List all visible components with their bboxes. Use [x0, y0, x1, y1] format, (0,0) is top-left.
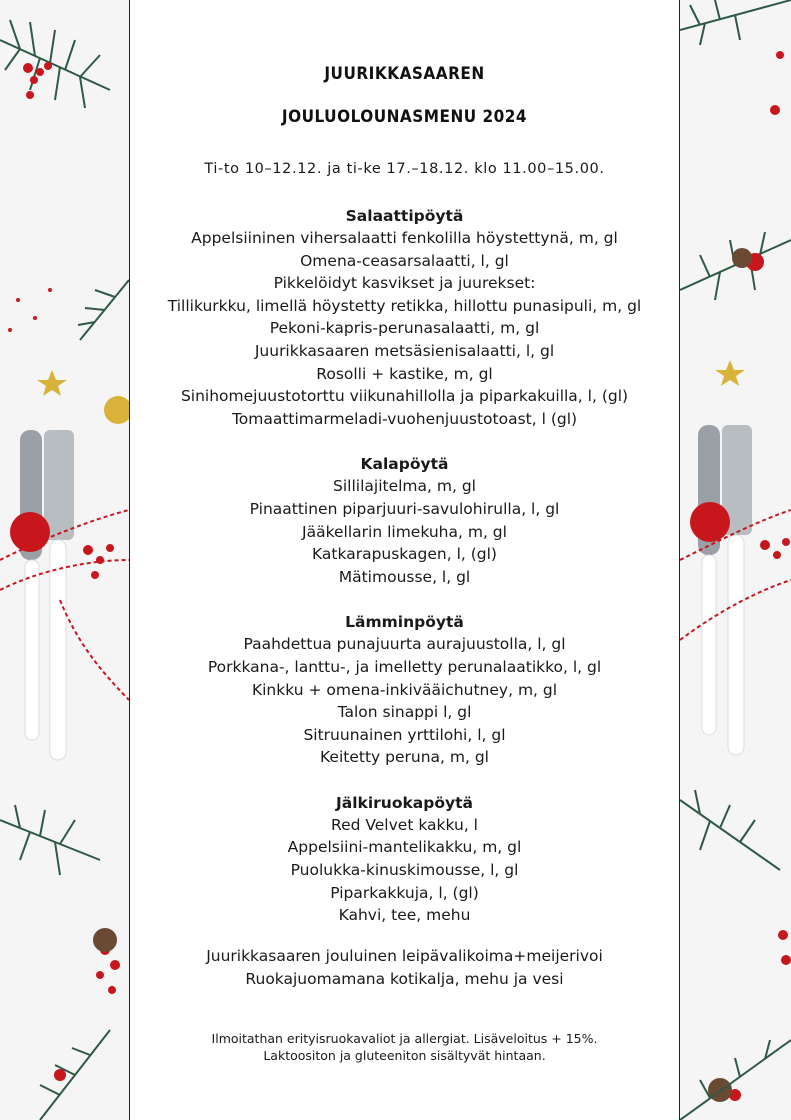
menu-item: Pinaattinen piparjuuri-savulohirulla, l, gl — [249, 499, 560, 518]
section-heading: Salaattipöytä — [345, 207, 464, 225]
allergy-notes — [130, 1030, 679, 1064]
left-decoration — [0, 0, 129, 1120]
menu-item: Talon sinappi l, gl — [337, 703, 472, 722]
menu-item: Piparkakkuja, l, (gl) — [330, 883, 479, 902]
menu-item: Paahdettua punajuurta aurajuustolla, l, gl — [243, 635, 566, 654]
red-bauble-icon — [10, 512, 50, 552]
menu-item: Kahvi, tee, mehu — [338, 906, 471, 925]
section-heading: Jälkiruokapöytä — [336, 793, 473, 812]
menu-item: Porkkana-, lanttu-, ja imelletty perunalaatikko, l, gl — [207, 657, 602, 676]
note-line: Ilmoitathan erityisruokavaliot ja allergiat. Lisäveloitus + 15%. — [211, 1031, 598, 1046]
menu-item: Sinihomejuustotorttu viikunahillolla ja piparkakuilla, l, (gl) — [180, 387, 629, 406]
note-line: Laktoositon ja gluteeniton sisältyvät hintaan. — [263, 1048, 546, 1063]
section-heading: Kalapöytä — [360, 455, 449, 474]
menu-item: Pikkelöidyt kasvikset ja juurekset: — [273, 274, 536, 293]
menu-item: Appelsiini-mantelikakku, m, gl — [287, 838, 522, 857]
title-line-1: JUURIKKASAAREN — [324, 64, 485, 84]
section-heading: Lämminpöytä — [345, 613, 464, 632]
menu-sections — [130, 205, 679, 950]
extra-line: Juurikkasaaren jouluinen leipävalikoima+meijerivoi — [206, 947, 603, 965]
extras — [130, 945, 679, 990]
section-lamminpoyta — [130, 611, 679, 769]
title-line-2: JOULUOLOUNASMENU 2024 — [281, 107, 528, 127]
section-kalapoyta — [130, 453, 679, 588]
menu-item: Tillikurkku, limellä höystetty retikka, hillottu punasipuli, m, gl — [167, 296, 642, 315]
menu-item: Sitruunainen yrttilohi, l, gl — [303, 725, 506, 744]
menu-item: Kinkku + omena-inkivääichutney, m, gl — [251, 680, 558, 699]
menu-item: Katkarapuskagen, l, (gl) — [312, 545, 497, 564]
menu-item: Juurikkasaaren metsäsienisalaatti, l, gl — [254, 341, 555, 360]
section-jalkiruokapoyta — [130, 792, 679, 927]
section-salaattipoyta — [130, 205, 679, 430]
menu-item: Rosolli + kastike, m, gl — [316, 364, 493, 383]
menu-item: Jääkellarin limekuha, m, gl — [302, 522, 507, 541]
right-decoration — [680, 0, 791, 1120]
red-bauble-icon — [690, 502, 730, 542]
menu-item: Mätimousse, l, gl — [338, 567, 471, 586]
menu-item: Sillilajitelma, m, gl — [333, 477, 476, 496]
extra-line: Ruokajuomamana kotikalja, mehu ja vesi — [245, 969, 564, 988]
menu-item: Pekoni-kapris-perunasalaatti, m, gl — [269, 319, 540, 338]
serving-dates: Ti-to 10–12.12. ja ti-ke 17.–18.12. klo 11.00–15.00. — [204, 161, 605, 177]
menu-panel — [129, 0, 680, 1120]
menu-item: Keitetty peruna, m, gl — [320, 748, 489, 767]
menu-item: Appelsiininen vihersalaatti fenkolilla höystettynä, m, gl — [191, 229, 618, 247]
pine-cone-icon — [93, 928, 117, 952]
menu-item: Tomaattimarmeladi-vuohenjuustotoast, l (gl) — [231, 409, 578, 428]
menu-item: Omena-ceasarsalaatti, l, gl — [300, 251, 509, 270]
menu-item: Puolukka-kinuskimousse, l, gl — [290, 861, 519, 880]
menu-item: Red Velvet kakku, l — [331, 815, 478, 834]
